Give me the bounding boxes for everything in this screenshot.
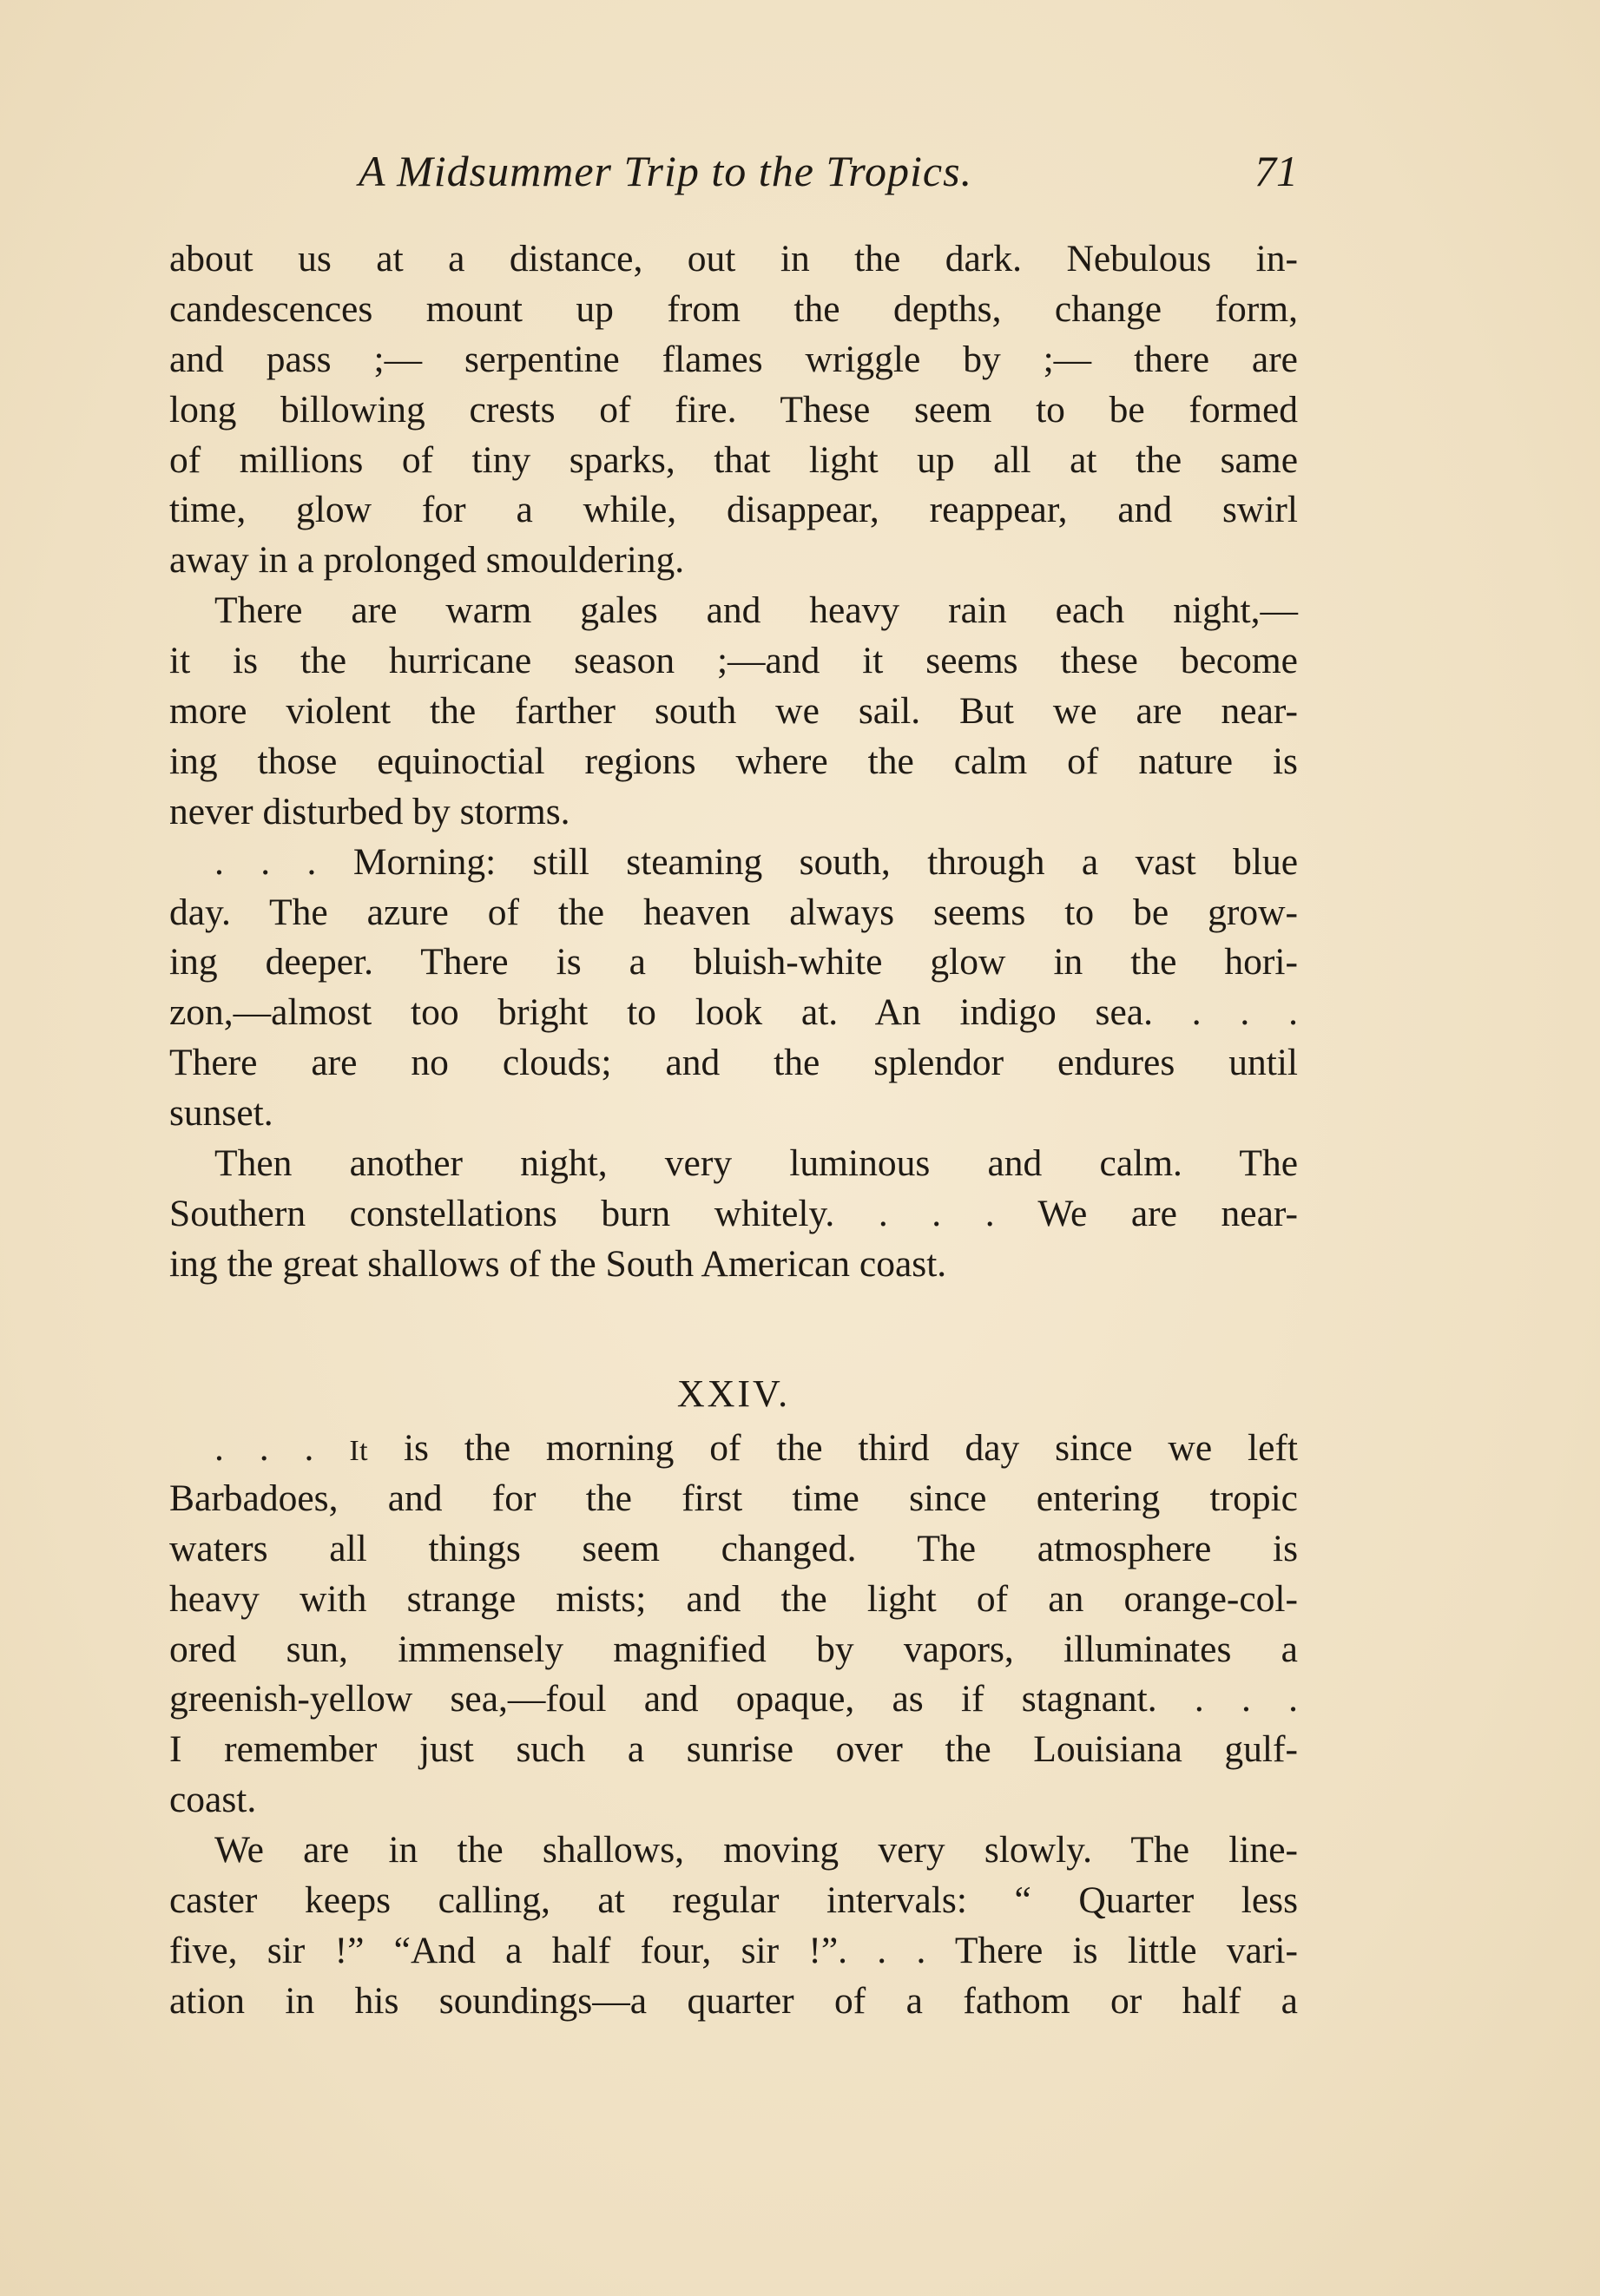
paragraph-4: [169, 1139, 1298, 1290]
text-line: waters all things seem changed. The atmosphere is: [169, 1527, 1298, 1569]
text-block-before-chapter: [169, 234, 1298, 1290]
lead-ellipsis: . . .: [214, 1427, 314, 1469]
paragraph-5: [169, 1424, 1298, 1826]
text-line: time, glow for a while, disappear, reappear, and swirl: [169, 489, 1298, 531]
text-line: Then another night, very luminous and calm. The: [214, 1142, 1298, 1185]
first-line-text: is the morning of the third day since we left: [403, 1427, 1299, 1469]
paragraph-6: [169, 1826, 1298, 2027]
text-line: five, sir !” “And a half four, sir !”. . . There is little vari-: [169, 1929, 1298, 1971]
running-head: [169, 146, 1298, 207]
text-line: never disturbed by storms.: [169, 790, 570, 832]
text-line: of millions of tiny sparks, that light up all at the same: [169, 438, 1298, 481]
text-line: about us at a distance, out in the dark. Nebulous in-: [169, 238, 1298, 280]
text-line: candescences mount up from the depths, change form,: [169, 287, 1298, 330]
text-line: We are in the shallows, moving very slowly. The line-: [214, 1829, 1298, 1872]
text-line: ing deeper. There is a bluish-white glow in the hori-: [169, 941, 1298, 984]
text-line: ation in his soundings—a quarter of a fathom or half a: [169, 1979, 1298, 2022]
text-line: long billowing crests of fire. These seem to be formed: [169, 388, 1298, 431]
text-line: ing the great shallows of the South American coast.: [169, 1242, 947, 1285]
text-line: I remember just such a sunrise over the Louisiana gulf-: [169, 1728, 1298, 1771]
text-line: heavy with strange mists; and the light of an orange-col-: [169, 1577, 1298, 1620]
text-line: There are no clouds; and the splendor endures until: [169, 1042, 1298, 1084]
text-line: There are warm gales and heavy rain each night,—: [214, 589, 1298, 632]
text-line: greenish-yellow sea,—foul and opaque, as if stagnant. . . .: [169, 1678, 1298, 1720]
text-line: more violent the farther south we sail. But we are near-: [169, 690, 1298, 733]
text-line: . . . Morning: still steaming south, through a vast blue: [214, 840, 1298, 883]
small-caps-word: It: [349, 1435, 369, 1467]
text-line: Barbadoes, and for the first time since entering tropic: [169, 1477, 1298, 1519]
text-line: caster keeps calling, at regular intervals: “ Quarter less: [169, 1879, 1298, 1922]
text-line: Southern constellations burn whitely. . . . We are near-: [169, 1192, 1298, 1234]
text-line: it is the hurricane season ;—and it seems these become: [169, 640, 1298, 682]
text-line: [169, 1424, 1298, 1474]
text-line: zon,—almost too bright to look at. An indigo sea. . . .: [169, 991, 1298, 1034]
page-number: 71: [1254, 147, 1298, 195]
text-line: ing those equinoctial regions where the calm of nature is: [169, 740, 1298, 782]
running-title: A Midsummer Trip to the Tropics.: [359, 147, 973, 195]
paragraph-3: [169, 838, 1298, 1139]
text-line: coast.: [169, 1779, 257, 1821]
chapter-heading: XXIV.: [676, 1372, 791, 1415]
text-line: and pass ;— serpentine flames wriggle by ;— there are: [169, 338, 1298, 380]
text-line: day. The azure of the heaven always seems to be grow-: [169, 891, 1298, 933]
text-block-after-chapter: [169, 1424, 1298, 2027]
text-line: sunset.: [169, 1092, 273, 1135]
paragraph-1: [169, 234, 1298, 586]
paragraph-2: [169, 586, 1298, 837]
text-line: ored sun, immensely magnified by vapors, illuminates a: [169, 1628, 1298, 1670]
text-line: away in a prolonged smouldering.: [169, 539, 685, 582]
